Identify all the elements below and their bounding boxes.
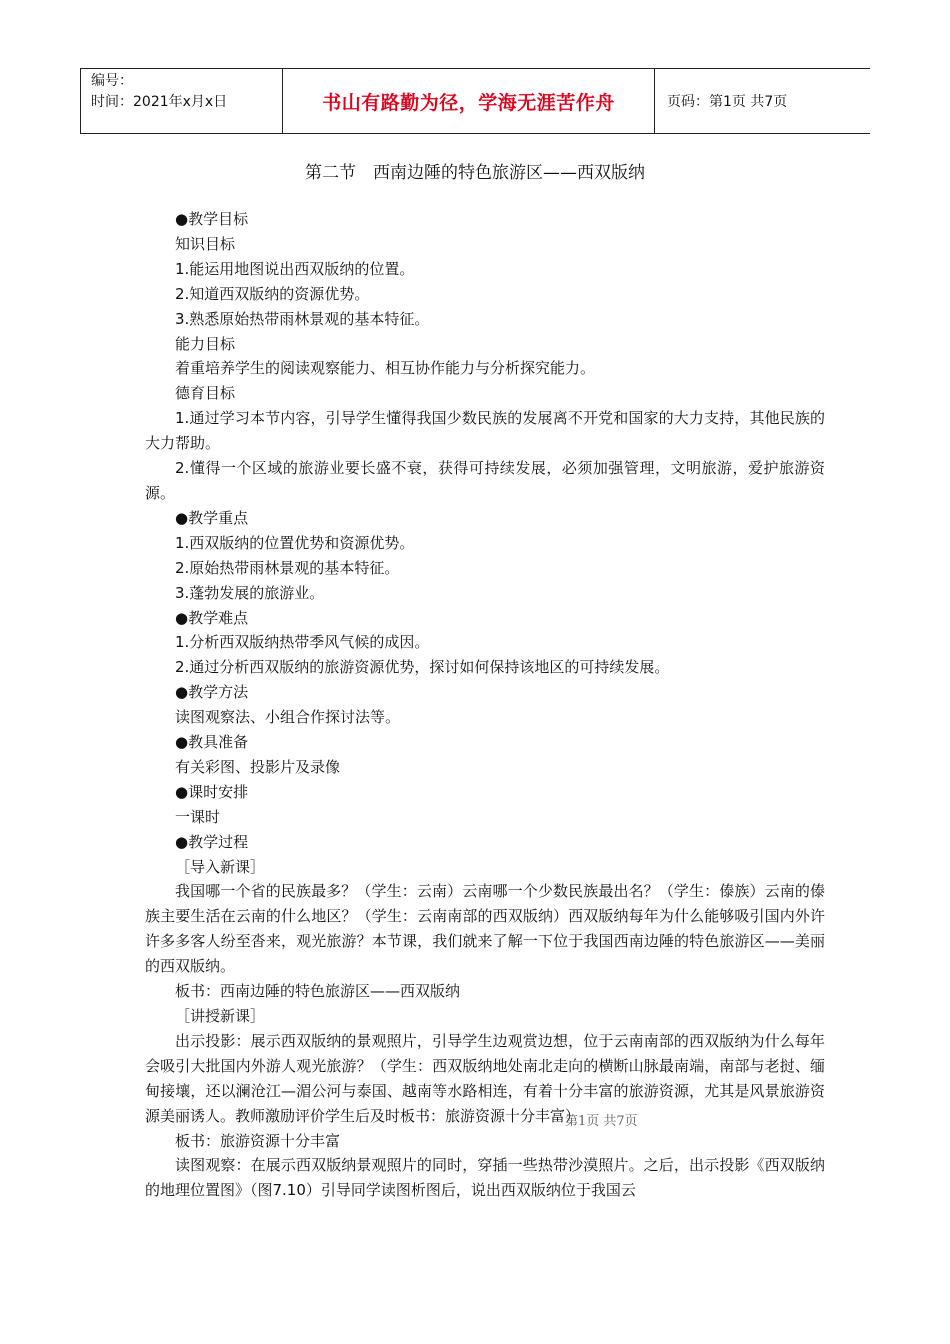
paragraph: 一课时 [175,807,221,826]
document-number-label: 编号： [91,73,133,89]
paragraph: 我国哪一个省的民族最多？（学生：云南）云南哪一个少数民族最出名？（学生：傣族）云南的傣族主要生活在云南的什么地区？（学生：云南南部的西双版纳）西双版纳每年为什么能够吸引国内外许许多多客人纷至沓来，观光旅游？本节课，我们就来了解一下位于我国西南边陲的特色旅游区——美丽的西双版纳。 [145,882,825,976]
header-meta-cell [81,69,283,133]
footer-page-watermark: 第1页 共7页 [565,1114,638,1129]
paragraph: 能力目标 [175,334,236,353]
paragraph: 德育目标 [175,384,236,403]
paragraph: ●教学过程 [175,832,249,851]
paragraph: 1.能运用地图说出西双版纳的位置。 [175,259,415,278]
paragraph: ●教学方法 [175,683,249,702]
paragraph: 2.原始热带雨林景观的基本特征。 [175,558,400,577]
paragraph: 板书：旅游资源十分丰富 [175,1131,341,1150]
paragraph: 1.分析西双版纳热带季风气候的成因。 [175,633,430,652]
paragraph: 2.知道西双版纳的资源优势。 [175,284,370,303]
paragraph: 3.蓬勃发展的旅游业。 [175,583,325,602]
paragraph: 读图观察法、小组合作探讨法等。 [175,708,401,727]
header-motto-cell [283,69,655,133]
paragraph: 有关彩图、投影片及录像 [175,757,341,776]
paragraph: 知识目标 [175,234,236,253]
paragraph: ［导入新课］ [175,857,266,876]
document-body [145,207,825,1203]
paragraph: ●教具准备 [175,733,249,752]
paragraph: 板书：西南边陲的特色旅游区——西双版纳 [175,982,461,1001]
paragraph: ●教学难点 [175,608,249,627]
paragraph: 1.通过学习本节内容，引导学生懂得我国少数民族的发展离不开党和国家的大力支持，其他民族的大力帮助。 [145,409,825,453]
header-motto: 书山有路勤为径，学海无涯苦作舟 [322,91,615,114]
paragraph: 2.通过分析西双版纳的旅游资源优势，探讨如何保持该地区的可持续发展。 [175,658,670,677]
paragraph: ●课时安排 [175,782,249,801]
paragraph: 2.懂得一个区域的旅游业要长盛不衰，获得可持续发展，必须加强管理，文明旅游，爱护旅游资源。 [145,459,825,502]
document-date-label: 时间：2021年x月x日 [91,94,228,110]
page-title: 第二节 西南边陲的特色旅游区——西双版纳 [305,163,645,183]
paragraph: ［讲授新课］ [175,1007,266,1025]
paragraph: ●教学目标 [175,210,249,228]
header-page-cell [655,69,870,133]
paragraph: 出示投影：展示西双版纳的景观照片，引导学生边观赏边想，位于云南南部的西双版纳为什么每年会吸引大批国内外游人观光旅游？（学生：西双版纳地处南北走向的横断山脉最南端，南部与老挝、缅甸接壤，还以澜沧江—湄公河与泰国、越南等水路相连，有着十分丰富的旅游资源，尤其是风景旅游资源美丽诱人。教师激励评价学生后及时板书：旅游资源十分丰富） [145,1031,825,1125]
paragraph: 1.西双版纳的位置优势和资源优势。 [175,533,415,552]
paragraph: ●教学重点 [175,508,249,527]
paragraph: 3.熟悉原始热带雨林景观的基本特征。 [175,309,430,328]
header-table [80,68,870,134]
paragraph: 着重培养学生的阅读观察能力、相互协作能力与分析探究能力。 [175,359,596,378]
paragraph: 读图观察：在展示西双版纳景观照片的同时，穿插一些热带沙漠照片。之后，出示投影《西双版纳的地理位置图》（图7.10）引导同学读图析图后，说出西双版纳位于我国云 [145,1156,825,1200]
page-number-label: 页码：第1页 共7页 [667,94,788,110]
